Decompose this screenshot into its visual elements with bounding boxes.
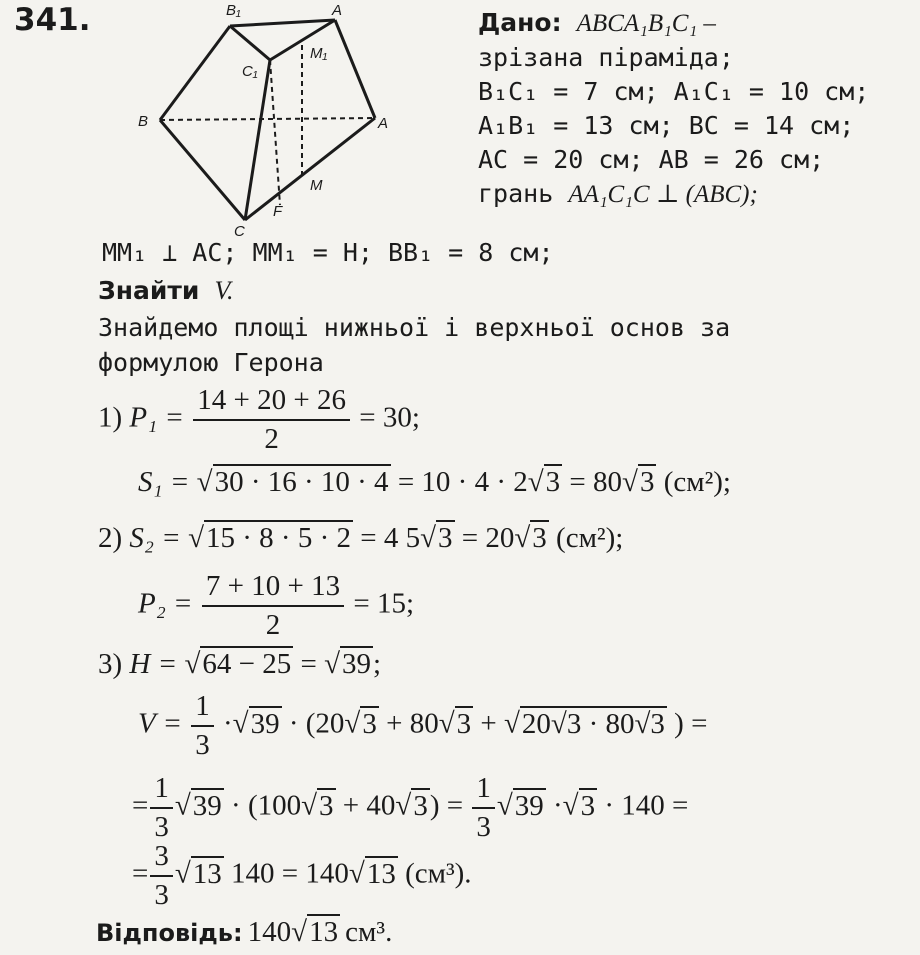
v-plus: + 80 (386, 707, 439, 740)
step1-p-rhs: = 30; (359, 401, 420, 434)
label-b: B (138, 113, 149, 130)
step1-p-den: 2 (193, 419, 350, 456)
step1-num: 1) (98, 401, 123, 434)
l3-a: 140 = 140 (231, 857, 349, 890)
step1-s-unit: (см²); (663, 466, 731, 498)
step1-s-lhs: S₁ = (138, 466, 190, 498)
step2-p-den: 2 (202, 605, 344, 642)
step3-h-lhs: H = (129, 648, 178, 680)
given-line6-word: грань (478, 179, 554, 208)
l2-a: (100 (247, 789, 302, 822)
label-c1: C₁ (242, 63, 258, 80)
step2-s-unit: (см²); (556, 522, 624, 554)
l2-frac2-den: 3 (472, 807, 495, 844)
step1-s-r1: 3 (545, 466, 561, 498)
v-r3a: 3 (362, 707, 377, 740)
l3-frac-den: 3 (150, 875, 173, 912)
label-a1: A (332, 2, 343, 19)
label-f: F (273, 203, 283, 220)
v-frac-num: 1 (195, 690, 210, 722)
l3-r13: 13 (192, 857, 222, 890)
l3-frac-num: 3 (154, 840, 169, 872)
step2-s-r1: 3 (438, 522, 453, 554)
step2-perimeter (138, 570, 414, 642)
label-m: M (310, 177, 323, 194)
answer-label: Відповідь: (96, 919, 243, 947)
given-line7: MM₁ ⊥ AC; MM₁ = H; BB₁ = 8 см; (102, 238, 554, 267)
step3-h-rad: 64 − 25 (202, 648, 292, 680)
step2-p-lhs: P₂ = (138, 587, 193, 620)
step1-perimeter (98, 384, 420, 456)
problem-number: 341. (14, 2, 91, 38)
step2-s-rad: 15 · 8 · 5 · 2 (206, 522, 351, 554)
step1-s-r2: 3 (639, 466, 655, 498)
answer-line: Відповідь: 140√13 см³. (96, 916, 393, 948)
step2-s-mid: = 4 5 (360, 522, 421, 554)
step1-s-rad: 30 · 16 · 10 · 4 (214, 466, 389, 498)
step3-line2: = $\frac{1}{3}$ √39 · (100√3 + 40√3) = $\frac{1}{3}$ √39 ·√3 · 140 = (132, 772, 689, 843)
v-inner: 20√3 · 80√3 (521, 707, 665, 740)
l2-frac-den: 3 (150, 807, 173, 844)
answer-rad: 13 (309, 916, 339, 948)
l3-r13b: 13 (366, 857, 396, 890)
step3-height: 3) H = √64 − 25 = √39; (98, 648, 382, 680)
label-m1: M₁ (310, 45, 328, 62)
find-label: Знайти (98, 276, 200, 305)
step1-area: S₁ = √30 · 16 · 10 · 4 = 10 · 4 · 2√3 = 80√3 (см²); (138, 466, 731, 498)
answer-value: 140 (247, 916, 292, 948)
given-line2: зрізана піраміда; (478, 43, 734, 72)
l2-r3b: 3 (413, 789, 428, 822)
intro-line1: Знайдемо площі нижньої і верхньої основ за (98, 313, 731, 342)
given-line4: A₁B₁ = 13 см; BC = 14 см; (478, 111, 855, 140)
l2-c: ) = (429, 789, 464, 822)
step2-num: 2) (98, 522, 123, 554)
l3-unit: (см³). (405, 857, 472, 890)
label-a: A (378, 115, 389, 132)
step1-p-num: 14 + 20 + 26 (197, 384, 347, 416)
step2-s-mid2: = 20 (461, 522, 515, 554)
given-title: Дано: (478, 8, 562, 37)
v-open: · (20 (288, 707, 345, 740)
l2-r39b: 39 (514, 789, 544, 822)
l2-r39: 39 (192, 789, 222, 822)
step1-p-lhs: P₁ = (129, 401, 185, 434)
step2-p-rhs: = 15; (353, 587, 415, 620)
v-r39: 39 (250, 707, 280, 740)
intro-line2: формулою Герона (98, 348, 324, 377)
step2-area: 2) S₂ = √15 · 8 · 5 · 2 = 4 5√3 = 20√3 (см²); (98, 522, 624, 554)
v-frac-den: 3 (191, 725, 214, 762)
step1-s-mid2: = 80 (569, 466, 623, 498)
step2-s-lhs: S₂ = (129, 522, 181, 554)
step3-num: 3) (98, 648, 123, 680)
step3-line3: = $\frac{3}{3}$ √13 140 = 140√13 (см³). (132, 840, 472, 911)
step2-s-r2: 3 (532, 522, 547, 554)
l2-r3c: 3 (580, 789, 596, 822)
step3-volume: V = $\frac{1}{3}$ ·√39 · (20√3 + 80√3 + √20√3 · 80√3 ) = (138, 690, 708, 761)
l2-d: · 140 = (604, 789, 689, 822)
v-plus2: + (480, 707, 497, 740)
l2-frac-num: 1 (154, 772, 169, 804)
step3-h-end: ; (373, 648, 382, 680)
v-r3b: 3 (456, 707, 472, 740)
step3-h-rad2: 39 (342, 648, 371, 680)
l2-r3a: 3 (319, 789, 334, 822)
step3-v-lhs: V = (138, 707, 183, 740)
given-line6-math: AA₁C₁C ⊥ (ABC); (568, 181, 758, 208)
l2-b: + 40 (342, 789, 396, 822)
label-b1: B₁ (226, 2, 241, 19)
pyramid-figure (130, 0, 400, 240)
given-line3: B₁C₁ = 7 см; A₁C₁ = 10 см; (478, 77, 870, 106)
find-value: V. (214, 276, 234, 305)
given-block (478, 6, 869, 212)
answer-unit: см³. (345, 916, 393, 948)
step3-h-eq: = (300, 648, 317, 680)
step2-p-num: 7 + 10 + 13 (205, 570, 341, 602)
given-line5: AC = 20 см; AB = 26 см; (478, 145, 825, 174)
l2-frac2-num: 1 (476, 772, 491, 804)
label-c: C (234, 223, 245, 240)
given-line1: ABCA₁B₁C₁ – (576, 10, 716, 37)
step1-s-mid: = 10 · 4 · 2 (397, 466, 528, 498)
v-close: ) = (674, 707, 708, 740)
